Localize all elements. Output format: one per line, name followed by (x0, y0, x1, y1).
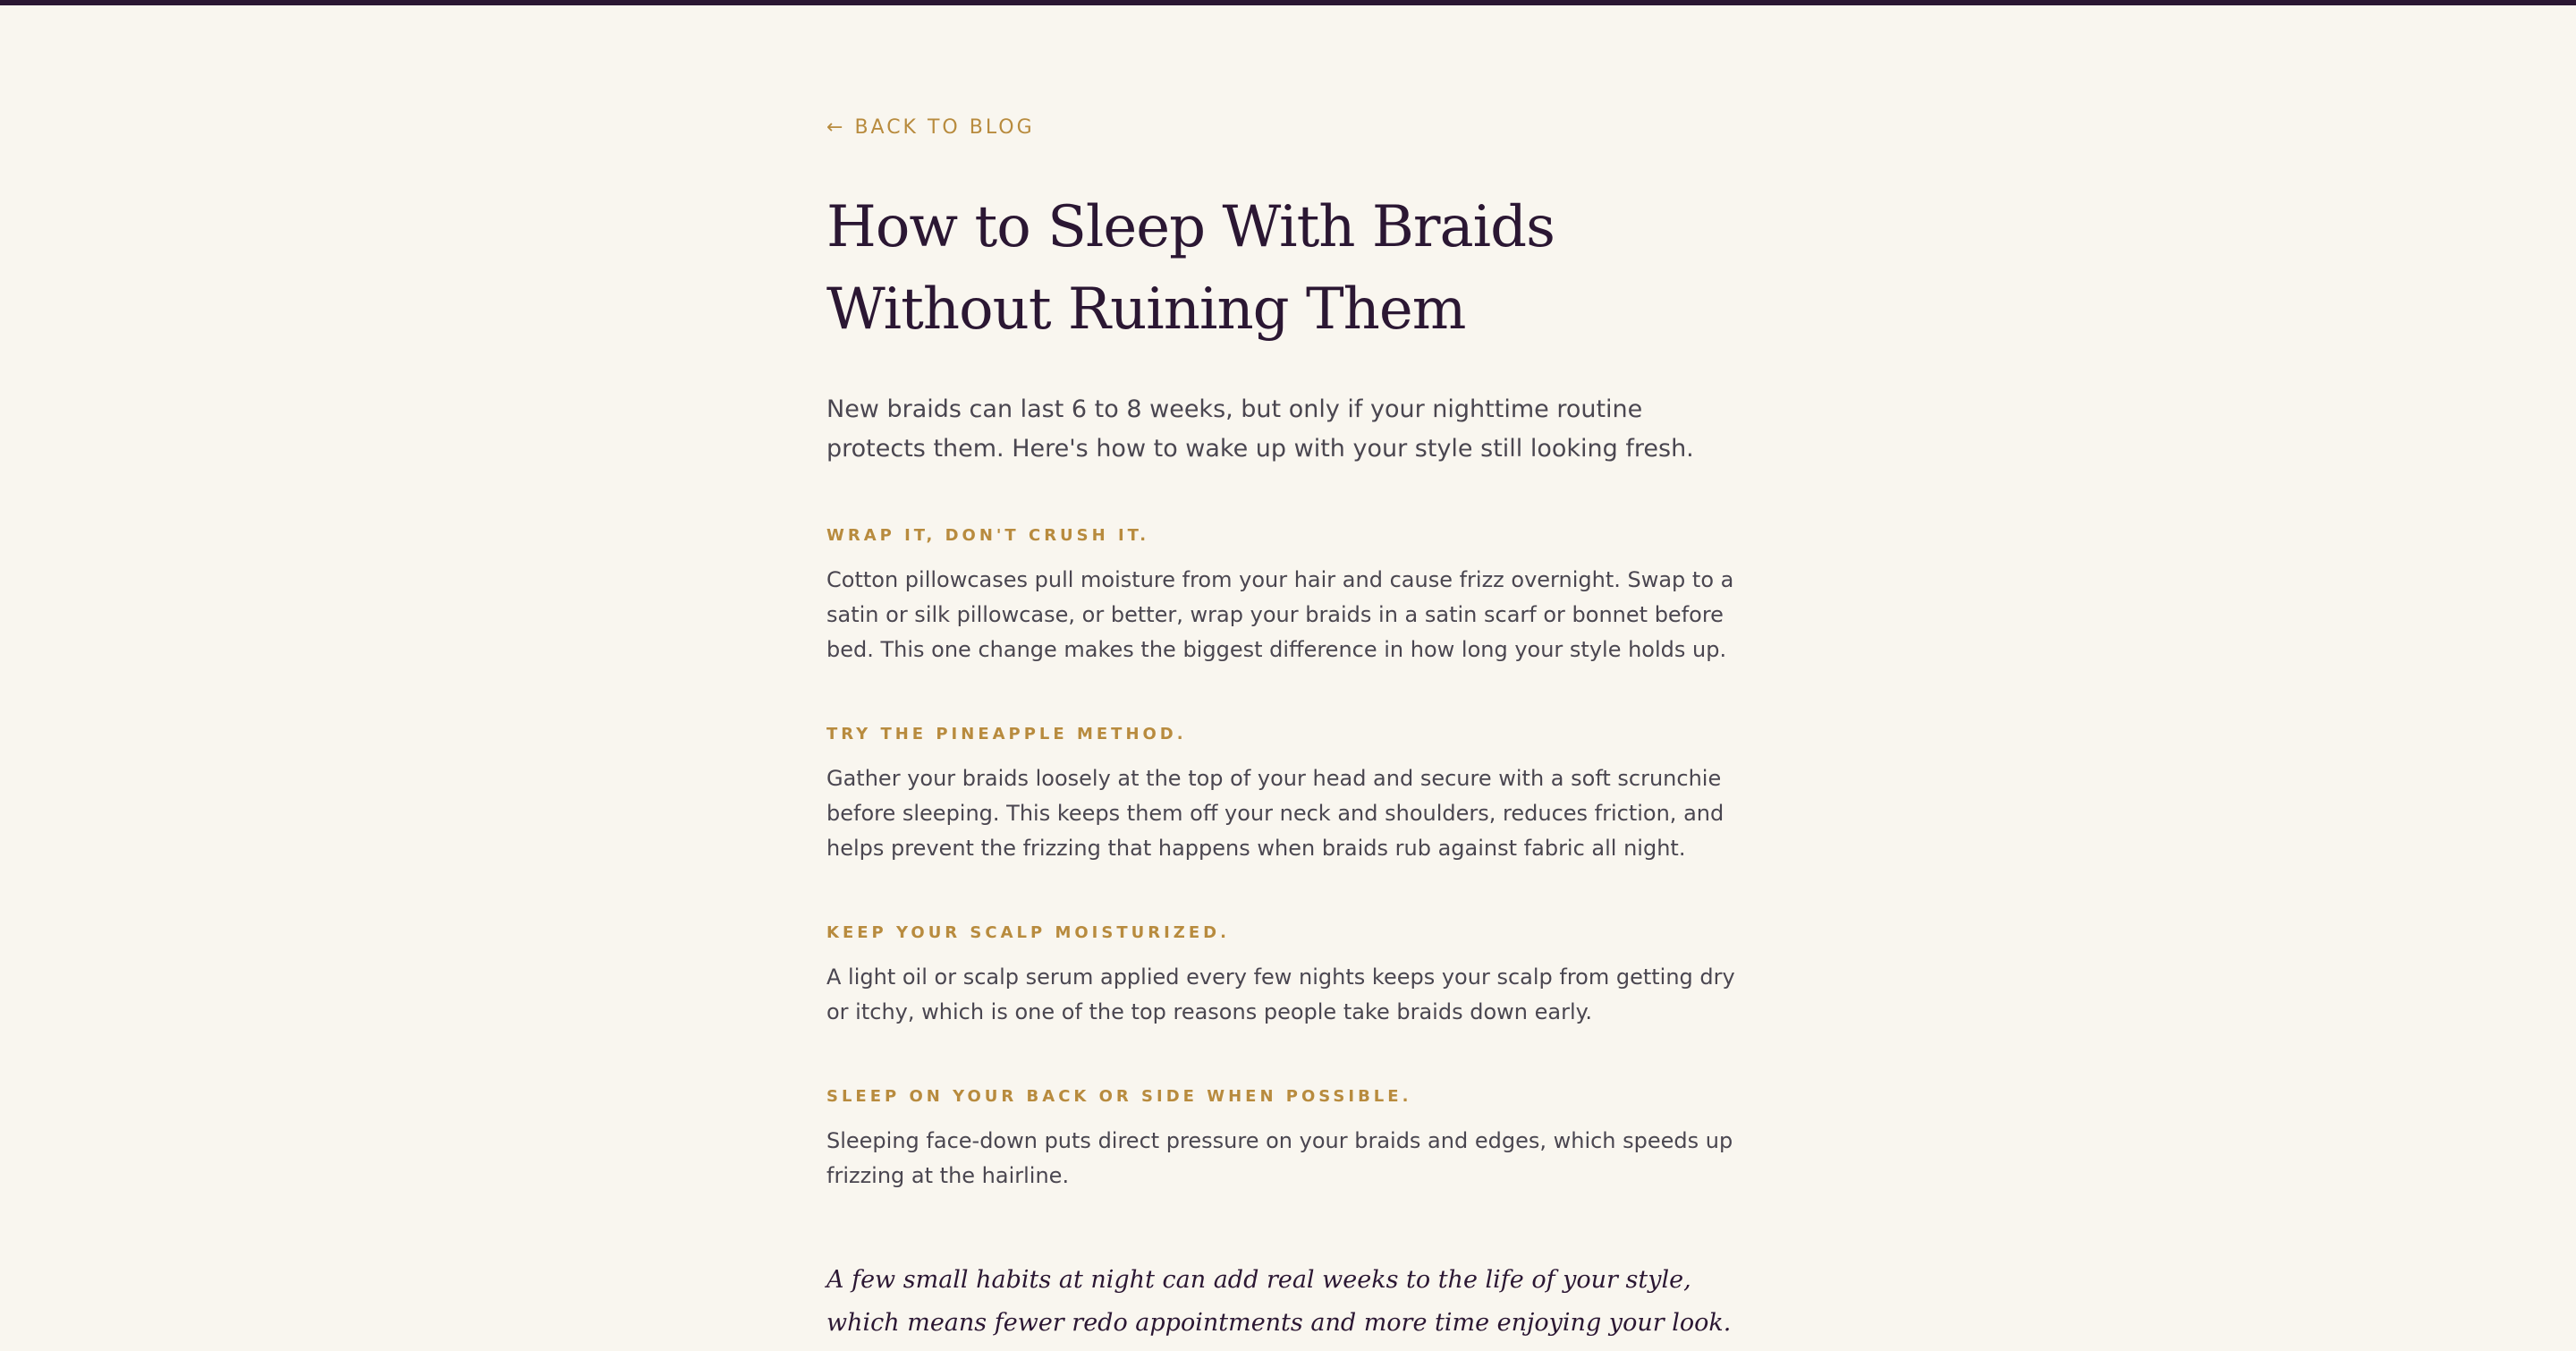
top-accent-bar (0, 0, 2576, 5)
article-closing: A few small habits at night can add real weeks to the life of your style, which means fewer redo appointments and more time enjoying your look. (826, 1266, 1732, 1337)
back-to-blog-link[interactable] (826, 116, 1035, 139)
section-heading-scalp: KEEP YOUR SCALP MOISTURIZED. (826, 923, 1230, 942)
article-lede: New braids can last 6 to 8 weeks, but only if your nighttime routine protects them. Here's how to wake up with your style still looking fresh. (826, 395, 1694, 463)
section-heading-pineapple: TRY THE PINEAPPLE METHOD. (826, 725, 1187, 743)
back-to-blog-label: BACK TO BLOG (854, 116, 1035, 139)
section-body-scalp: A light oil or scalp serum applied every few nights keeps your scalp from getting dry or itchy, which is one of the top reasons people take braids down early. (826, 964, 1735, 1024)
arrow-left-icon: ← (826, 115, 846, 139)
section-body-wrap: Cotton pillowcases pull moisture from your hair and cause frizz overnight. Swap to a satin or silk pillowcase, or better, wrap your braids in a satin scarf or bonnet before bed. This one change makes the biggest difference in how long your style holds up. (826, 567, 1734, 662)
section-heading-sleep-position: SLEEP ON YOUR BACK OR SIDE WHEN POSSIBLE. (826, 1087, 1412, 1106)
section-body-sleep-position: Sleeping face-down puts direct pressure on your braids and edges, which speeds up frizzing at the hairline. (826, 1128, 1733, 1188)
section-heading-wrap: WRAP IT, DON'T CRUSH IT. (826, 526, 1150, 545)
article-title: How to Sleep With Braids Without Ruining Them (826, 194, 1555, 343)
section-body-pineapple: Gather your braids loosely at the top of your head and secure with a soft scrunchie before sleeping. This keeps them off your neck and shoulders, reduces friction, and helps prevent the frizzing that happens when braids rub against fabric all night. (826, 766, 1724, 861)
